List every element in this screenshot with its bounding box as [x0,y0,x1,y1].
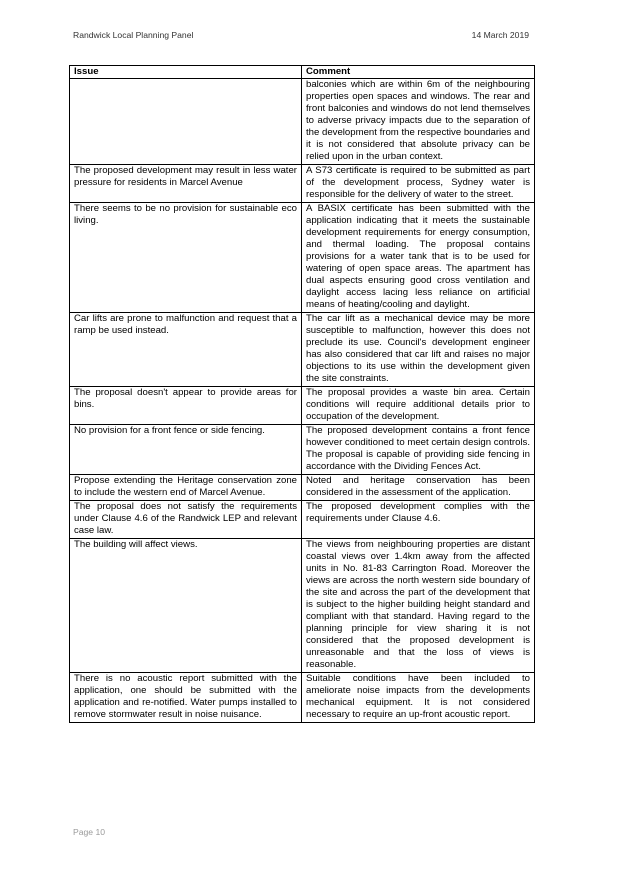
page-header [73,30,529,42]
issue-cell: The building will affect views. [70,539,302,673]
issue-cell [70,79,302,165]
table-row [70,425,535,475]
table-row [70,539,535,673]
comment-cell: The proposal provides a waste bin area. Certain conditions will require additional details prior to occupation of the development. [302,387,535,425]
comment-cell: A BASIX certificate has been submitted with the application indicating that it meets the sustainable development requirements for energy consumption, and thermal loading. The proposal contains provisions for a water tank that is to be used for watering of open space areas. The apartment has dual aspects ensuring good cross ventilation and daylight access lacing less reliance on artificial means of heating/cooling and daylight. [302,203,535,313]
issue-cell: There seems to be no provision for sustainable eco living. [70,203,302,313]
issue-cell: There is no acoustic report submitted with the application, one should be submitted with the application and re-notified. Water pumps installed to remove stormwater result in noise nuisance. [70,673,302,723]
comment-cell: The proposed development contains a front fence however conditioned to meet certain design controls. The proposal is capable of providing side fencing in accordance with the Dividing Fences Act. [302,425,535,475]
table-row [70,79,535,165]
issue-cell: Propose extending the Heritage conservation zone to include the western end of Marcel Avenue. [70,475,302,501]
table-row [70,313,535,387]
table-row [70,673,535,723]
comment-cell: The proposed development complies with the requirements under Clause 4.6. [302,501,535,539]
comment-cell: A S73 certificate is required to be submitted as part of the development process, Sydney water is responsible for the delivery of water to the street. [302,165,535,203]
issue-cell: The proposal does not satisfy the requirements under Clause 4.6 of the Randwick LEP and relevant case law. [70,501,302,539]
table-row [70,203,535,313]
table-row [70,501,535,539]
comment-cell: The views from neighbouring properties are distant coastal views over 1.4km away from the affected units in No. 81-83 Carrington Road. Moreover the views are across the north western side boundary of the site and across the part of the development that is subject to the higher building height standard and compliant with that standard. Having regard to the planning principle for view sharing it is not considered that the proposed development is unreasonable and that the loss of views is reasonable. [302,539,535,673]
issue-cell: The proposal doesn't appear to provide areas for bins. [70,387,302,425]
issues-table [69,65,535,723]
issue-cell: No provision for a front fence or side fencing. [70,425,302,475]
comment-cell: balconies which are within 6m of the neighbouring properties open spaces and windows. The rear and front balconies and windows do not lend themselves to adverse privacy impacts due to the separation of the development from the respective boundaries and it is not considered that absolute privacy can be relied upon in the urban context. [302,79,535,165]
issue-cell: Car lifts are prone to malfunction and request that a ramp be used instead. [70,313,302,387]
table-row [70,165,535,203]
header-panel-name: Randwick Local Planning Panel [73,30,194,40]
comment-cell: The car lift as a mechanical device may be more susceptible to malfunction, however this does not preclude its use. Council's development engineer has also considered that car lift and raises no major objections to its use within the development given the site constraints. [302,313,535,387]
header-date: 14 March 2019 [471,30,529,40]
table-header-row [70,66,535,79]
column-header-issue: Issue [70,66,302,79]
table-row [70,475,535,501]
comment-cell: Noted and heritage conservation has been considered in the assessment of the application. [302,475,535,501]
table-row [70,387,535,425]
issue-cell: The proposed development may result in less water pressure for residents in Marcel Avenue [70,165,302,203]
page-number: Page 10 [73,827,106,837]
column-header-comment: Comment [302,66,535,79]
comment-cell: Suitable conditions have been included to ameliorate noise impacts from the developments mechanical equipment. It is not considered necessary to require an up-front acoustic report. [302,673,535,723]
